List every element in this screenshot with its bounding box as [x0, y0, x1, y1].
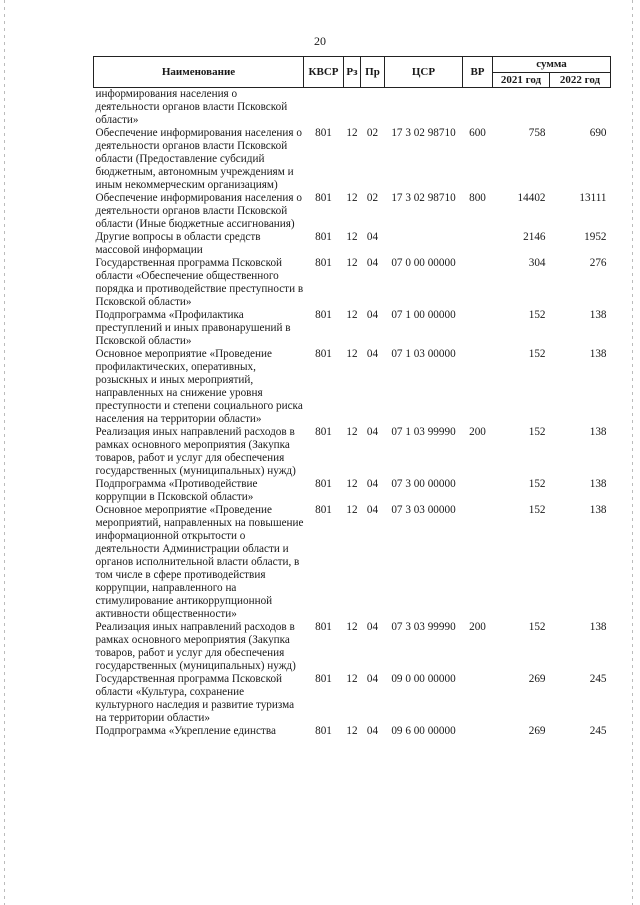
table-row [94, 504, 611, 621]
row-csr: 07 1 03 99990 [391, 426, 456, 438]
row-vr [463, 231, 493, 257]
header-csr: ЦСР [385, 57, 463, 88]
row-pr: 02 [366, 192, 379, 204]
row-vr [463, 88, 493, 128]
row-sum-2021: 152 [528, 426, 546, 438]
row-sum-2021: 14402 [517, 192, 546, 204]
row-csr: 09 0 00 00000 [391, 673, 456, 685]
row-csr [385, 231, 463, 257]
row-rz: 12 [346, 725, 358, 737]
row-sum-2021: 152 [528, 309, 546, 321]
row-rz: 12 [346, 309, 358, 321]
row-sum-2021: 758 [528, 127, 546, 139]
row-kvsr: 801 [315, 725, 332, 737]
row-sum-2021: 152 [528, 478, 546, 490]
header-sum: сумма [493, 57, 611, 73]
row-csr: 09 6 00 00000 [391, 725, 456, 737]
row-pr: 04 [366, 231, 379, 243]
row-sum-2022: 138 [589, 348, 607, 360]
row-sum-2021: 269 [528, 673, 546, 685]
row-name: Подпрограмма «Профилактика преступлений и иных правонарушений в Псковской области» [95, 309, 291, 347]
row-rz: 12 [346, 348, 358, 360]
row-rz: 12 [346, 127, 358, 139]
row-vr: 600 [469, 127, 486, 139]
row-sum-2022: 138 [589, 309, 607, 321]
row-sum-2021: 152 [528, 621, 546, 633]
row-name: Обеспечение информирования населения о деятельности органов власти Псковской области (Предоставление субсидий бюджетным, автономным учреждениям и иным некоммерческим организациям) [95, 127, 302, 191]
row-sum-2021: 152 [528, 504, 546, 516]
header-2022: 2022 год [550, 73, 611, 88]
table-row [94, 192, 611, 231]
row-sum-2021: 152 [528, 348, 546, 360]
row-sum-2022: 13111 [579, 192, 607, 204]
row-kvsr: 801 [315, 127, 332, 139]
row-rz: 12 [346, 426, 358, 438]
row-csr: 07 3 03 00000 [391, 504, 456, 516]
table-header [94, 57, 611, 88]
row-name: Государственная программа Псковской области «Обеспечение общественного порядка и противодействие преступности в Псковской области» [95, 257, 304, 308]
row-csr: 07 1 00 00000 [391, 309, 456, 321]
row-vr [463, 348, 493, 426]
row-sum-2022: 138 [589, 504, 607, 516]
row-kvsr [304, 88, 344, 128]
table-body [94, 88, 611, 739]
row-pr: 04 [366, 725, 379, 737]
row-kvsr: 801 [315, 673, 332, 685]
row-sum-2022: 138 [589, 478, 607, 490]
row-csr: 07 1 03 00000 [391, 348, 456, 360]
row-kvsr: 801 [315, 426, 332, 438]
row-rz: 12 [346, 673, 358, 685]
row-pr: 04 [366, 673, 379, 685]
row-pr: 04 [366, 426, 379, 438]
table-row [94, 426, 611, 478]
row-rz: 12 [346, 231, 358, 243]
row-vr [463, 504, 493, 621]
budget-table [93, 56, 611, 738]
row-sum-2022 [550, 88, 611, 128]
page-number: 20 [314, 34, 326, 48]
row-pr: 04 [366, 478, 379, 490]
row-kvsr: 801 [315, 348, 332, 360]
header-kvsr: КВСР [304, 57, 344, 88]
row-name: Подпрограмма «Противодействие коррупции в Псковской области» [95, 478, 258, 503]
table-row [94, 478, 611, 504]
row-sum-2022: 276 [589, 257, 607, 269]
row-kvsr: 801 [315, 309, 332, 321]
table-row [94, 725, 611, 738]
row-kvsr: 801 [315, 621, 332, 633]
row-pr: 02 [366, 127, 379, 139]
table-row [94, 309, 611, 348]
row-rz: 12 [346, 192, 358, 204]
row-vr [463, 725, 493, 738]
row-pr: 04 [366, 348, 379, 360]
row-vr: 200 [469, 621, 486, 633]
row-csr [385, 88, 463, 128]
row-csr: 17 3 02 98710 [391, 192, 456, 204]
row-vr [463, 673, 493, 725]
scan-edge-left [4, 0, 5, 905]
header-rz: Рз [344, 57, 361, 88]
row-name: Реализация иных направлений расходов в рамках основного мероприятия (Закупка товаров, работ и услуг для обеспечения государственных (муниципальных) нужд) [95, 426, 296, 477]
row-name: Государственная программа Псковской области «Культура, сохранение культурного наследия и развитие туризма на территории области» [95, 673, 295, 724]
row-kvsr: 801 [315, 504, 332, 516]
row-sum-2022: 245 [589, 725, 607, 737]
row-name: информирования населения о деятельности органов власти Псковской области» [95, 88, 288, 126]
row-pr: 04 [366, 504, 379, 516]
table-row [94, 673, 611, 725]
row-sum-2022: 690 [589, 127, 607, 139]
row-csr: 07 3 00 00000 [391, 478, 456, 490]
scan-edge-right [632, 0, 633, 905]
row-name: Основное мероприятие «Проведение профилактических, оперативных, розыскных и иных мероприятий, направленных на снижение уровня преступности и степени социального риска населения на территории области» [95, 348, 303, 425]
table-row [94, 257, 611, 309]
table-row [94, 621, 611, 673]
header-pr: Пр [361, 57, 385, 88]
row-rz: 12 [346, 504, 358, 516]
table-row [94, 88, 611, 128]
row-sum-2022: 245 [589, 673, 607, 685]
table-row [94, 231, 611, 257]
row-vr [463, 309, 493, 348]
row-name: Реализация иных направлений расходов в рамках основного мероприятия (Закупка товаров, работ и услуг для обеспечения государственных (муниципальных) нужд) [95, 621, 296, 672]
row-kvsr: 801 [315, 192, 332, 204]
row-vr: 200 [469, 426, 486, 438]
header-vr: ВР [463, 57, 493, 88]
row-name: Другие вопросы в области средств массовой информации [95, 231, 261, 256]
header-2021: 2021 год [493, 73, 550, 88]
row-sum-2022: 138 [589, 426, 607, 438]
row-kvsr: 801 [315, 257, 332, 269]
row-rz: 12 [346, 478, 358, 490]
table-row [94, 127, 611, 192]
row-name: Подпрограмма «Укрепление единства [95, 725, 276, 737]
row-name: Основное мероприятие «Проведение мероприятий, направленных на повышение информационной открытости о деятельности Администрации области и органов исполнительной власти области, в том числе в сфере противодействия коррупции, направленного на стимулирование антикоррупционной активности общественности» [95, 504, 304, 620]
row-pr: 04 [366, 621, 379, 633]
row-vr [463, 257, 493, 309]
table-row [94, 348, 611, 426]
row-csr: 07 3 03 99990 [391, 621, 456, 633]
row-pr [361, 88, 385, 128]
row-sum-2021: 2146 [523, 231, 546, 243]
row-vr: 800 [469, 192, 486, 204]
row-rz [344, 88, 361, 128]
row-pr: 04 [366, 309, 379, 321]
row-rz: 12 [346, 257, 358, 269]
row-sum-2022: 138 [589, 621, 607, 633]
row-sum-2021: 269 [528, 725, 546, 737]
row-sum-2021: 304 [528, 257, 546, 269]
row-kvsr: 801 [315, 478, 332, 490]
row-csr: 17 3 02 98710 [391, 127, 456, 139]
row-sum-2022: 1952 [584, 231, 607, 243]
row-rz: 12 [346, 621, 358, 633]
row-kvsr: 801 [315, 231, 332, 243]
row-pr: 04 [366, 257, 379, 269]
row-vr [463, 478, 493, 504]
row-csr: 07 0 00 00000 [391, 257, 456, 269]
header-name: Наименование [94, 57, 304, 88]
row-sum-2021 [493, 88, 550, 128]
row-name: Обеспечение информирования населения о деятельности органов власти Псковской области (Иные бюджетные ассигнования) [95, 192, 302, 230]
